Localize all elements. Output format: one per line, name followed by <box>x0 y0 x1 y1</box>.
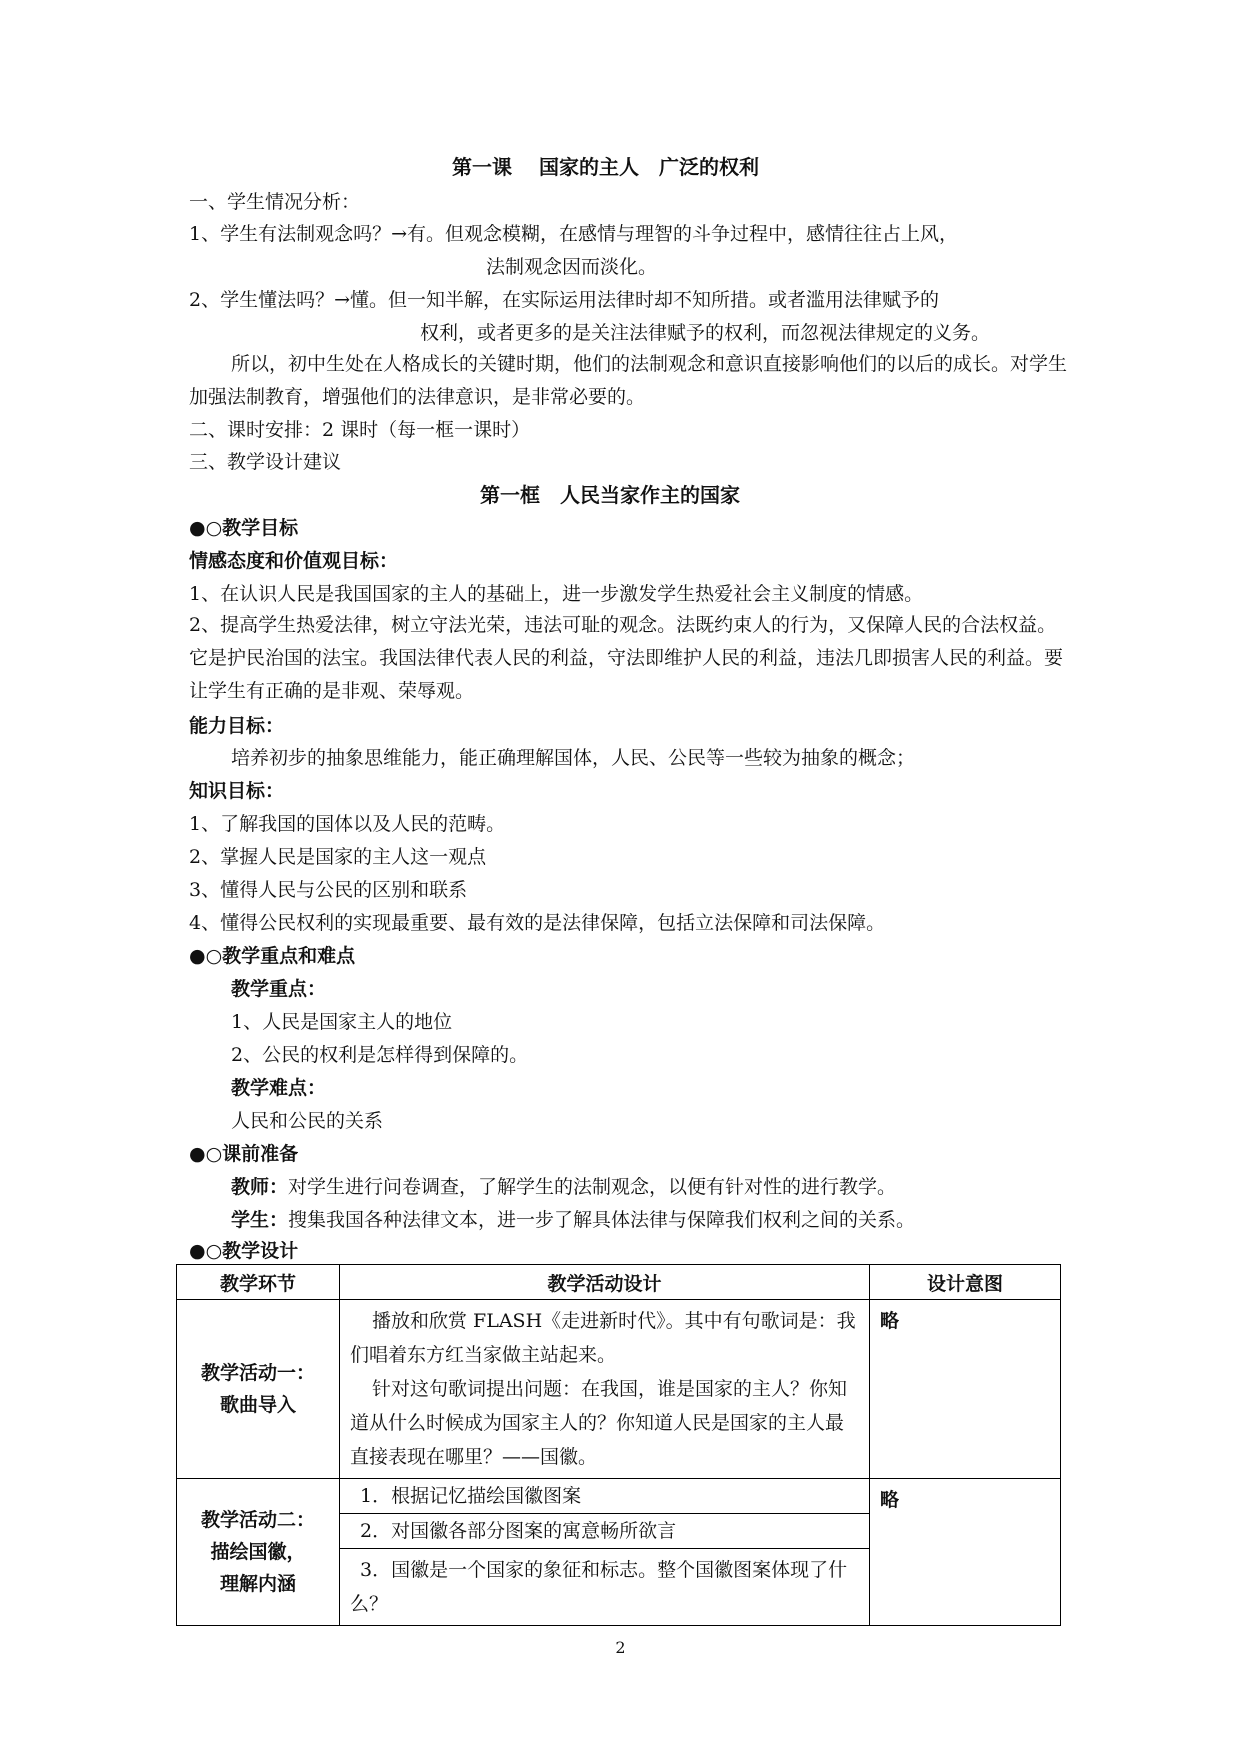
column-header: 教学环节 <box>177 1265 340 1300</box>
design-heading: ●○教学设计 <box>189 1240 299 1262</box>
table-row <box>177 1300 1061 1479</box>
activity2-step2: 2．对国徽各部分图案的寓意畅所欲言 <box>340 1514 870 1549</box>
activity2-label-line2: 描绘国徽， <box>210 1541 306 1563</box>
difficulty-heading: 教学难点： <box>231 1077 327 1099</box>
activity2-label <box>177 1479 340 1626</box>
activity1-intent: 略 <box>870 1300 1061 1479</box>
ability-goal: 培养初步的抽象思维能力，能正确理解国体，人民、公民等一些较为抽象的概念； <box>231 747 916 769</box>
knowledge-goal-item: 3、懂得人民与公民的区别和联系 <box>189 879 468 901</box>
activity2-label-line3: 理解内涵 <box>219 1573 296 1595</box>
column-header: 教学活动设计 <box>340 1265 870 1300</box>
section1-item1-line2: 法制观念因而淡化。 <box>486 256 658 278</box>
teacher-label: 教师： <box>231 1176 289 1198</box>
activity1-text2: 针对这句歌词提出问题：在我国，谁是国家的主人？你知道从什么时候成为国家主人的？你知道人民是国家的主人最直接表现在哪里？——国徽。 <box>350 1378 848 1468</box>
goals-heading: ●○教学目标 <box>189 517 299 539</box>
student-label: 学生： <box>231 1209 289 1231</box>
key-points-heading: ●○教学重点和难点 <box>189 945 356 967</box>
section1-item2-line2: 权利，或者更多的是关注法律赋予的权利，而忽视法律规定的义务。 <box>420 322 991 344</box>
focus-item-1: 1、人民是国家主人的地位 <box>231 1011 453 1033</box>
section2-heading: 二、课时安排：2 课时（每一框一课时） <box>189 419 531 441</box>
frame-title: 第一框 人民当家作主的国家 <box>480 483 740 507</box>
teacher-text: 对学生进行问卷调查，了解学生的法制观念，以便有针对性的进行教学。 <box>288 1176 897 1198</box>
ability-goal-heading: 能力目标： <box>189 715 285 737</box>
section1-item1-line1: 1、学生有法制观念吗？→有。但观念模糊，在感情与理智的斗争过程中，感情往往占上风， <box>189 223 959 245</box>
teaching-design-table <box>176 1264 1061 1626</box>
activity2-intent: 略 <box>870 1479 1061 1626</box>
student-text: 搜集我国各种法律文本，进一步了解具体法律与保障我们权利之间的关系。 <box>288 1209 916 1231</box>
knowledge-goal-item: 2、掌握人民是国家的主人这一观点 <box>189 846 487 868</box>
activity2-label-line1: 教学活动二： <box>200 1509 315 1531</box>
knowledge-goal-heading: 知识目标： <box>189 780 285 802</box>
focus-heading: 教学重点： <box>231 978 327 1000</box>
knowledge-goal-item: 4、懂得公民权利的实现最重要、最有效的是法律保障，包括立法保障和司法保障。 <box>189 912 886 934</box>
section1-item2-line1: 2、学生懂法吗？→懂。但一知半解，在实际运用法律时却不知所措。或者滥用法律赋予的 <box>189 289 940 311</box>
activity2-step1: 1．根据记忆描绘国徽图案 <box>340 1479 870 1514</box>
preparation-heading: ●○课前准备 <box>189 1143 299 1165</box>
column-header: 设计意图 <box>870 1265 1061 1300</box>
focus-item-2: 2、公民的权利是怎样得到保障的。 <box>231 1044 529 1066</box>
activity1-label-line1: 教学活动一： <box>200 1362 315 1384</box>
activity1-content <box>340 1300 870 1479</box>
section1-heading: 一、学生情况分析： <box>189 191 361 213</box>
section3-heading: 三、教学设计建议 <box>189 451 342 473</box>
difficulty-text: 人民和公民的关系 <box>231 1110 384 1132</box>
page-number: 2 <box>615 1638 626 1657</box>
activity1-text1: 播放和欣赏 FLASH《走进新时代》。其中有句歌词是：我们唱着东方红当家做主站起来。 <box>350 1310 856 1366</box>
emotion-goal-heading: 情感态度和价值观目标： <box>189 550 399 572</box>
section1-summary: 所以，初中生处在人格成长的关键时期，他们的法制观念和意识直接影响他们的以后的成长。对学生加强法制教育，增强他们的法律意识，是非常必要的。 <box>189 353 1068 408</box>
emotion-goal-2: 2、提高学生热爱法律，树立守法光荣，违法可耻的观念。法既约束人的行为，又保障人民的合法权益。它是护民治国的法宝。我国法律代表人民的利益，守法即维护人民的利益，违法几即损害人民的利益。要让学生有正确的是非观、荣辱观。 <box>189 614 1064 702</box>
table-row <box>177 1479 1061 1514</box>
teacher-preparation <box>231 1172 896 1202</box>
knowledge-goal-item: 1、了解我国的国体以及人民的范畴。 <box>189 813 506 835</box>
emotion-goal-1: 1、在认识人民是我国国家的主人的基础上，进一步激发学生热爱社会主义制度的情感。 <box>189 583 924 605</box>
table-header-row <box>177 1265 1061 1300</box>
lesson-title: 第一课 国家的主人 广泛的权利 <box>452 155 759 179</box>
student-preparation <box>231 1205 915 1235</box>
activity2-step3: 3．国徽是一个国家的象征和标志。整个国徽图案体现了什么？ <box>340 1549 870 1626</box>
activity1-label <box>177 1300 340 1479</box>
activity1-label-line2: 歌曲导入 <box>219 1394 296 1416</box>
